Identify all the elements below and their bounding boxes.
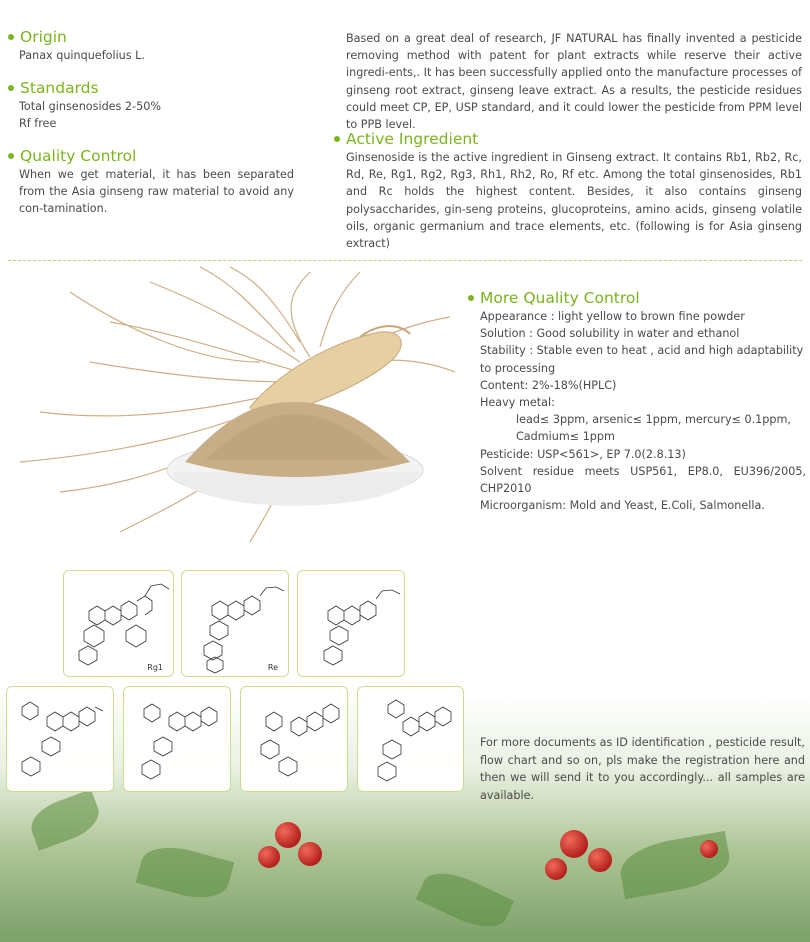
ginseng-root-powder-image (0, 262, 455, 567)
quality-control-heading (8, 146, 298, 166)
ginseng-berry (700, 840, 718, 858)
ginseng-berry (560, 830, 588, 858)
registration-note: For more documents as ID identification , pesticide result, flow chart and so on, pls make the registration here and then we will send it to you accordingly... all samples are available. (480, 736, 805, 802)
more-quality-control-section (468, 288, 808, 514)
more-quality-control-title: More Quality Control (480, 289, 640, 307)
standards-section (8, 78, 298, 132)
structure-box-5 (123, 686, 231, 792)
stability-item: Stability : Stable even to heat , acid and high adaptability to processing (480, 344, 804, 375)
chemical-structure-diagram (241, 687, 348, 792)
dashed-divider (8, 260, 802, 261)
more-quality-control-list (468, 308, 806, 514)
heavy-metal-line-1: lead≤ 3ppm, arsenic≤ 1ppm, mercury≤ 0.1ppm, (516, 413, 791, 427)
structure-box-4 (6, 686, 114, 792)
bullet-icon (8, 34, 14, 40)
standards-line-1: Total ginsenosides 2-50% (19, 100, 161, 113)
chemical-structure-diagram (358, 687, 464, 792)
standards-heading (8, 78, 298, 98)
bullet-icon (8, 153, 14, 159)
origin-heading (8, 27, 298, 47)
bullet-icon (468, 295, 474, 301)
structure-box-3 (297, 570, 405, 677)
bullet-icon (8, 85, 14, 91)
active-ingredient-section (334, 129, 804, 252)
chemical-structure-diagram (182, 571, 289, 677)
more-quality-control-heading (468, 288, 808, 308)
structure-box-re (181, 570, 289, 677)
chemical-structure-diagram (298, 571, 405, 677)
quality-control-section (8, 146, 298, 218)
structure-label-re: Re (267, 663, 278, 672)
ginseng-berry (545, 858, 567, 880)
intro-paragraph: Based on a great deal of research, JF NATURAL has finally invented a pesticide removing method with patent for plant extracts while reserve their active ingredi-ents,. It has been successfully applied onto the manufacture processes of ginseng root extract, ginseng leave extract. As a results, the pesticide residues could meet CP, EP, USP standard, and it could lower the pesticide from PPM level to PPB level. (346, 32, 802, 132)
quality-control-title: Quality Control (20, 147, 137, 165)
microorganism-item: Microorganism: Mold and Yeast, E.Coli, Salmonella. (480, 499, 765, 513)
origin-section (8, 27, 298, 64)
solvent-item: Solvent residue meets USP561, EP8.0, EU396/2005, CHP2010 (480, 464, 806, 496)
quality-control-text: When we get material, it has been separated from the Asia ginseng raw material to avoid any con-tamination. (19, 168, 294, 216)
ginseng-berry (275, 822, 301, 848)
standards-line-2: Rf free (19, 117, 57, 131)
appearance-item: Appearance : light yellow to brown fine powder (480, 310, 745, 323)
heavy-metal-label: Heavy metal: (480, 396, 555, 410)
chemical-structure-diagram (124, 687, 231, 792)
bullet-icon (334, 136, 340, 142)
active-ingredient-text: Ginsenoside is the active ingredient in Ginseng extract. It contains Rb1, Rb2, Rc, Rd, Re, Rg1, Rg2, Rg3, Rh1, Rh2, Ro, Rf etc. Among the total ginsenosides, Rb1 and Rc holds the highest content. Besides, it also contains ginseng polysaccharides, gin-seng proteins, glucoproteins, amino acids, ginseng volatile oils, organic germanium and trace elements, etc. (following is for Asia ginseng extract) (346, 151, 802, 251)
solution-item: Solution : Good solubility in water and ethanol (480, 327, 740, 341)
ginseng-berry (588, 848, 612, 872)
origin-text: Panax quinquefolius L. (19, 49, 145, 62)
ginseng-berry (298, 842, 322, 866)
structure-box-7 (357, 686, 464, 792)
structure-box-rg1 (63, 570, 174, 677)
origin-title: Origin (20, 28, 67, 46)
ginseng-berry (258, 846, 280, 868)
content-item: Content: 2%-18%(HPLC) (480, 378, 617, 392)
structure-box-6 (240, 686, 348, 792)
active-ingredient-title: Active Ingredient (346, 130, 479, 148)
pesticide-item: Pesticide: USP<561>, EP 7.0(2.8.13) (480, 447, 686, 461)
chemical-structure-diagram (7, 687, 114, 792)
structure-label-rg1: Rg1 (147, 663, 163, 672)
heavy-metal-line-2: Cadmium≤ 1ppm (516, 430, 615, 444)
active-ingredient-heading (334, 129, 804, 149)
standards-title: Standards (20, 79, 99, 97)
chemical-structure-diagram (64, 571, 174, 677)
